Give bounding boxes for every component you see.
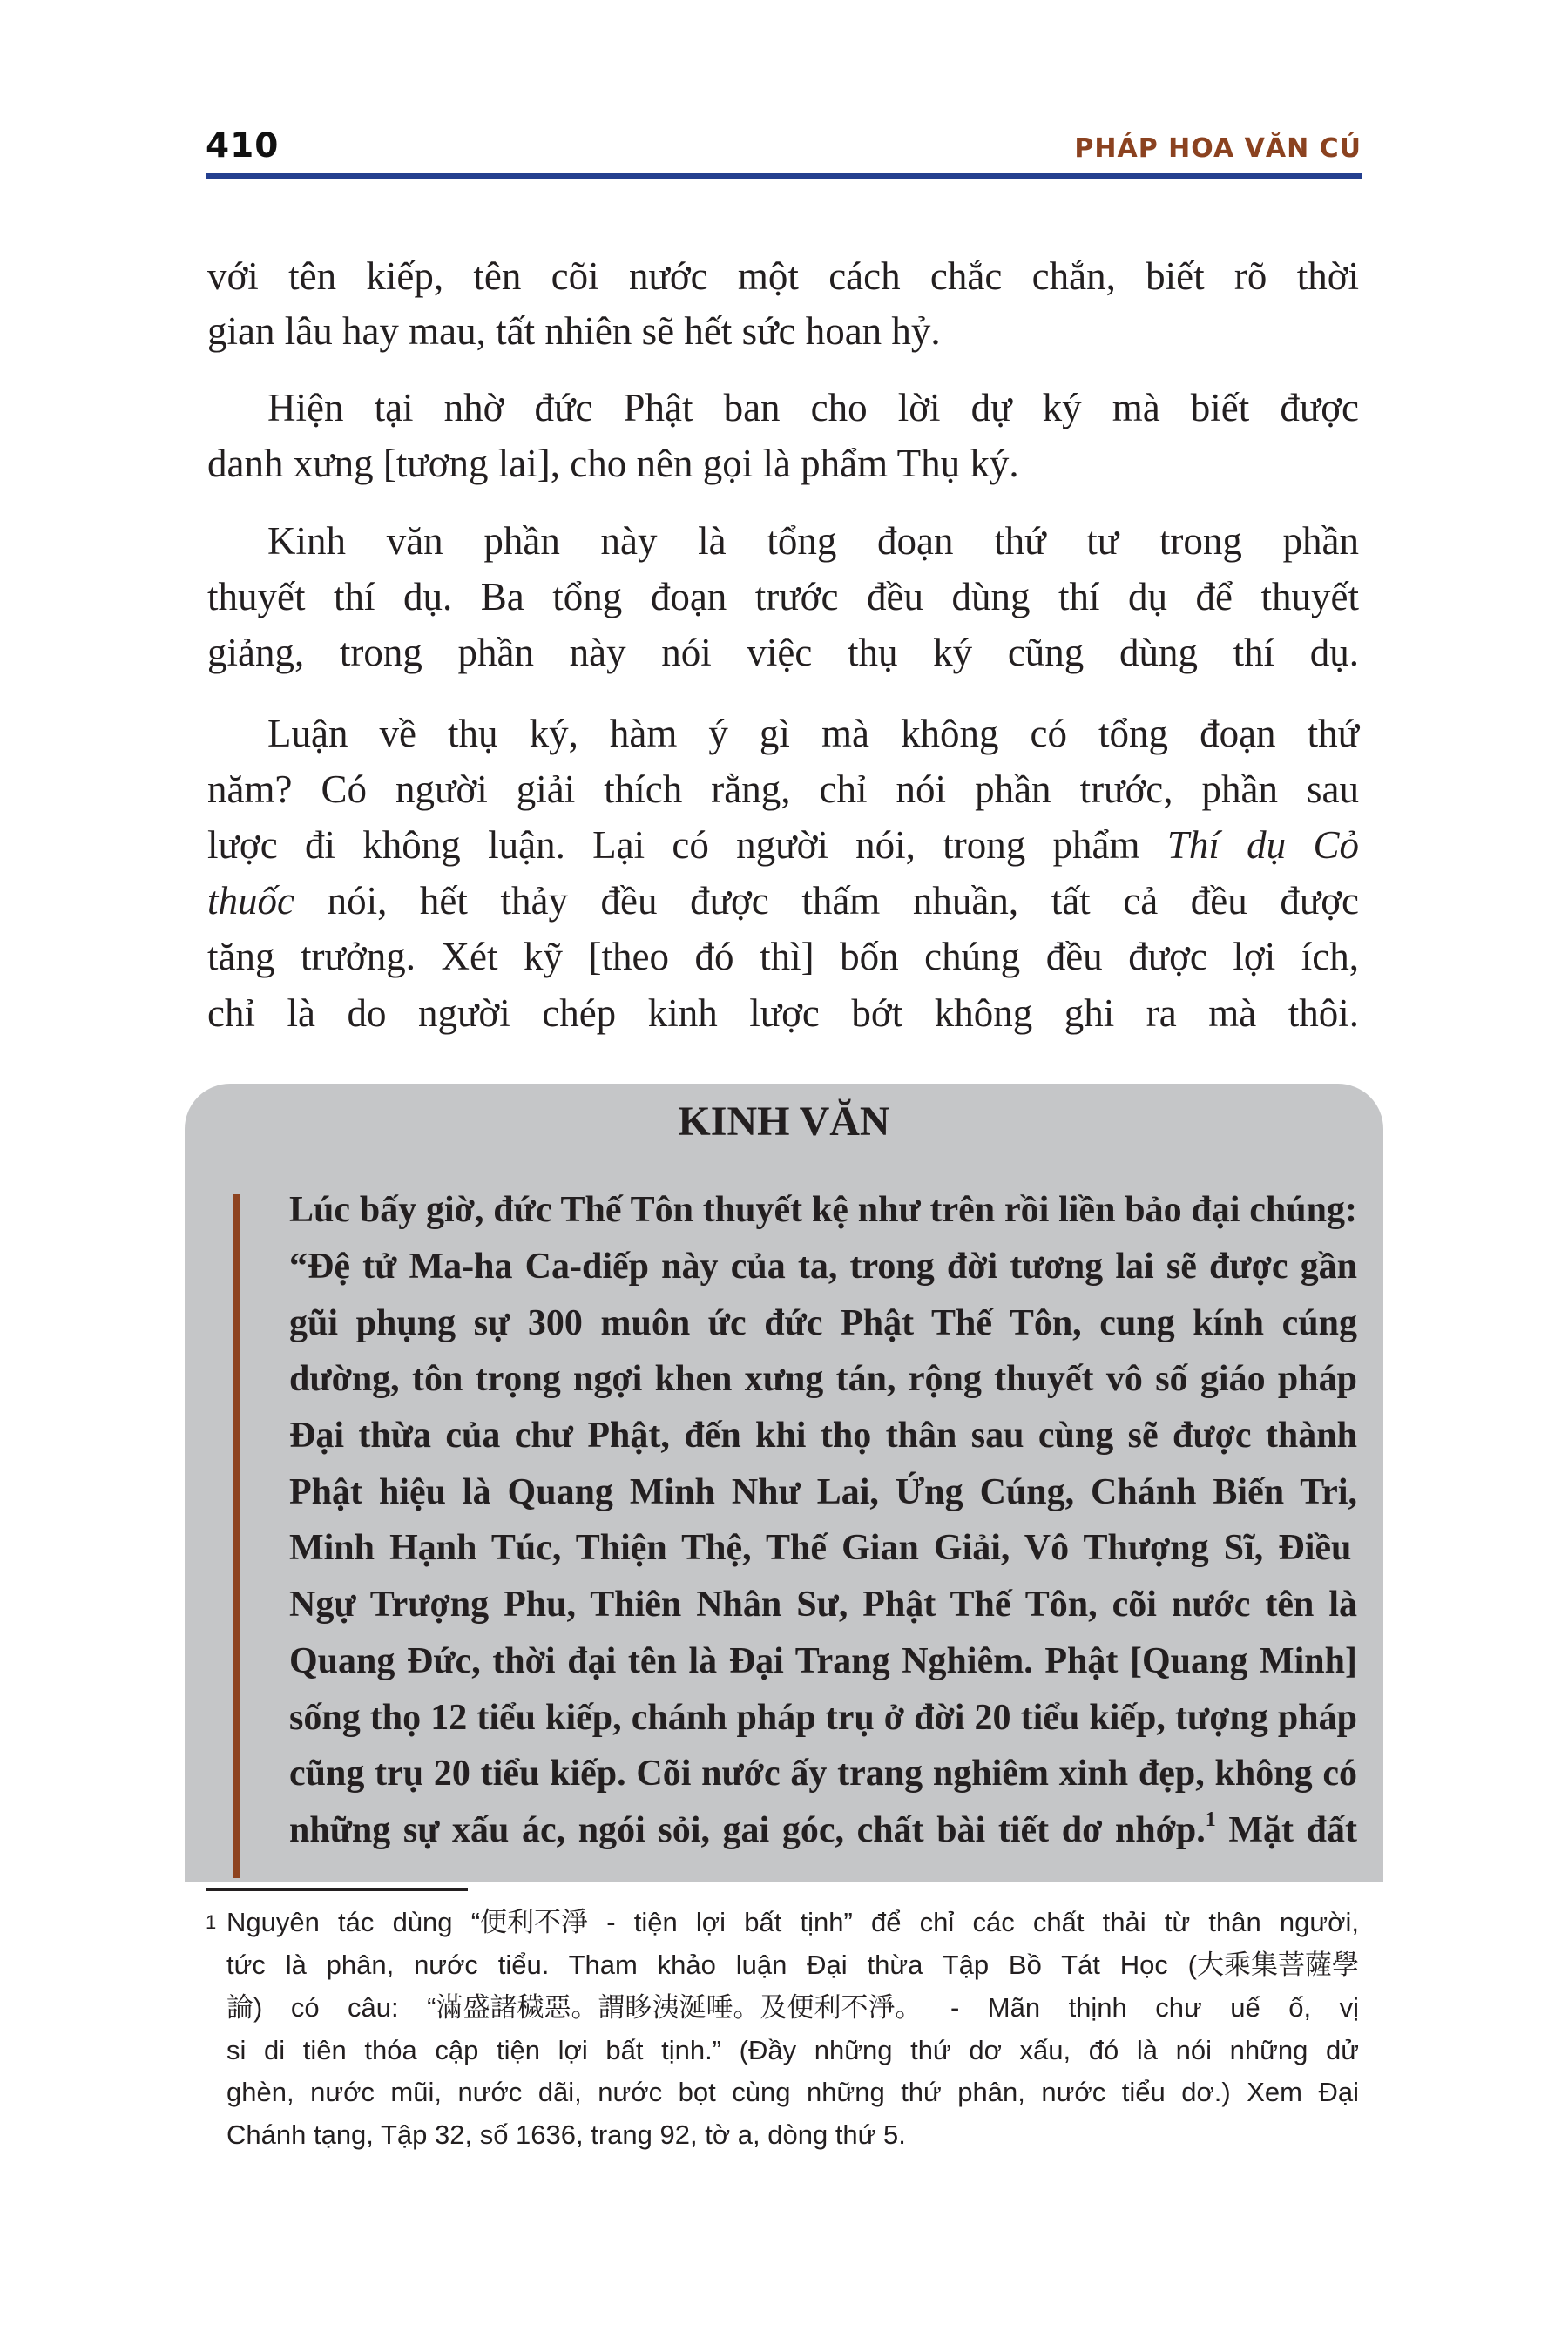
body-line bbox=[207, 817, 1359, 873]
body-line: Luận về thụ ký, hàm ý gì mà không có tổng đoạn thứ bbox=[267, 712, 1359, 755]
page-number: 410 bbox=[206, 126, 280, 166]
sutra-line: cũng trụ 20 tiểu kiếp. Cõi nước ấy trang nghiêm xinh đẹp, không có bbox=[289, 1754, 1357, 1794]
sutra-line: “Đệ tử Ma-ha Ca-diếp này của ta, trong đời tương lai sẽ được gần bbox=[289, 1247, 1357, 1287]
sutra-line: Đại thừa của chư Phật, đến khi thọ thân sau cùng sẽ được thành bbox=[289, 1416, 1357, 1456]
footnote-line: ghèn, nước mũi, nước dãi, nước bọt cùng những thứ phân, nước tiểu dơ.) Xem Đại bbox=[226, 2077, 1359, 2107]
body-line: Hiện tại nhờ đức Phật ban cho lời dự ký mà biết được bbox=[267, 386, 1359, 429]
footnote-separator bbox=[206, 1888, 468, 1891]
sutra-text-segment: Mặt đất bbox=[1215, 1810, 1357, 1850]
body-text-segment: nói, hết thảy đều được thấm nhuần, tất cả đều được bbox=[294, 879, 1359, 923]
footnote-line: si di tiên thóa cập tiện lợi bất tịnh.” (Đầy những thứ dơ xấu, đó là nói những dử bbox=[226, 2035, 1359, 2065]
body-line: giảng, trong phần này nói việc thụ ký cũng dùng thí dụ. bbox=[207, 631, 1359, 674]
body-line: thuyết thí dụ. Ba tổng đoạn trước đều dùng thí dụ để thuyết bbox=[207, 575, 1359, 618]
sutra-line: Quang Đức, thời đại tên là Đại Trang Nghiêm. Phật [Quang Minh] bbox=[289, 1641, 1357, 1681]
body-line: gian lâu hay mau, tất nhiên sẽ hết sức hoan hỷ. bbox=[207, 309, 941, 353]
sutra-line: dường, tôn trọng ngợi khen xưng tán, rộng thuyết vô số giáo pháp bbox=[289, 1359, 1357, 1399]
body-line: Kinh văn phần này là tổng đoạn thứ tư trong phần bbox=[267, 519, 1359, 563]
sutra-accent-bar bbox=[233, 1194, 240, 1878]
footnote-line: Nguyên tác dùng “便利不淨 - tiện lợi bất tịnh” để chỉ các chất thải từ thân người, bbox=[226, 1907, 1359, 1937]
sutra-line: Ngự Trượng Phu, Thiên Nhân Sư, Phật Thế Tôn, cõi nước tên là bbox=[289, 1585, 1357, 1625]
sutra-line: sống thọ 12 tiểu kiếp, chánh pháp trụ ở đời 20 tiểu kiếp, tượng pháp bbox=[289, 1698, 1357, 1738]
footnote-line: 論) có câu: “滿盛諸穢惡。謂眵洟涎唾。及便利不淨。 - Mãn thịnh chư uế ố, vị bbox=[226, 1992, 1359, 2023]
body-text-segment: lược đi không luận. Lại có người nói, trong phẩm bbox=[207, 823, 1167, 867]
sutra-line: Lúc bấy giờ, đức Thế Tôn thuyết kệ như trên rồi liền bảo đại chúng: bbox=[289, 1190, 1357, 1230]
sutra-line: Minh Hạnh Túc, Thiện Thệ, Thế Gian Giải, Vô Thượng Sĩ, Điều bbox=[289, 1528, 1352, 1568]
body-line: chỉ là do người chép kinh lược bớt không ghi ra mà thôi. bbox=[207, 991, 1359, 1035]
body-line bbox=[207, 873, 1359, 929]
italic-title-segment: thuốc bbox=[207, 879, 294, 923]
footnote-line: Chánh tạng, Tập 32, số 1636, trang 92, tờ a, dòng thứ 5. bbox=[226, 2119, 906, 2150]
body-line: năm? Có người giải thích rằng, chỉ nói phần trước, phần sau bbox=[207, 767, 1359, 811]
body-line: với tên kiếp, tên cõi nước một cách chắc chắn, biết rõ thời bbox=[207, 254, 1359, 298]
sutra-box-title: KINH VĂN bbox=[678, 1098, 890, 1145]
italic-title-segment: Thí dụ Cỏ bbox=[1166, 823, 1360, 867]
body-line: danh xưng [tương lai], cho nên gọi là phẩm Thụ ký. bbox=[207, 442, 1019, 485]
sutra-line bbox=[289, 1802, 1357, 1858]
sutra-text-segment: những sự xấu ác, ngói sỏi, gai góc, chất bài tiết dơ nhớp. bbox=[289, 1810, 1206, 1850]
running-header-title: PHÁP HOA VĂN CÚ bbox=[1074, 133, 1362, 164]
body-line: tăng trưởng. Xét kỹ [theo đó thì] bốn chúng đều được lợi ích, bbox=[207, 935, 1359, 978]
sutra-line: Phật hiệu là Quang Minh Như Lai, Ứng Cúng, Chánh Biến Tri, bbox=[289, 1472, 1357, 1512]
sutra-line: gũi phụng sự 300 muôn ức đức Phật Thế Tôn, cung kính cúng bbox=[289, 1303, 1357, 1343]
footnote-number: 1 bbox=[206, 1911, 217, 1933]
header-rule bbox=[206, 173, 1362, 179]
footnote-reference[interactable]: 1 bbox=[1205, 1808, 1216, 1831]
footnote-line: tức là phân, nước tiểu. Tham khảo luận Đại thừa Tập Bồ Tát Học (大乘集菩薩學 bbox=[226, 1950, 1359, 1980]
